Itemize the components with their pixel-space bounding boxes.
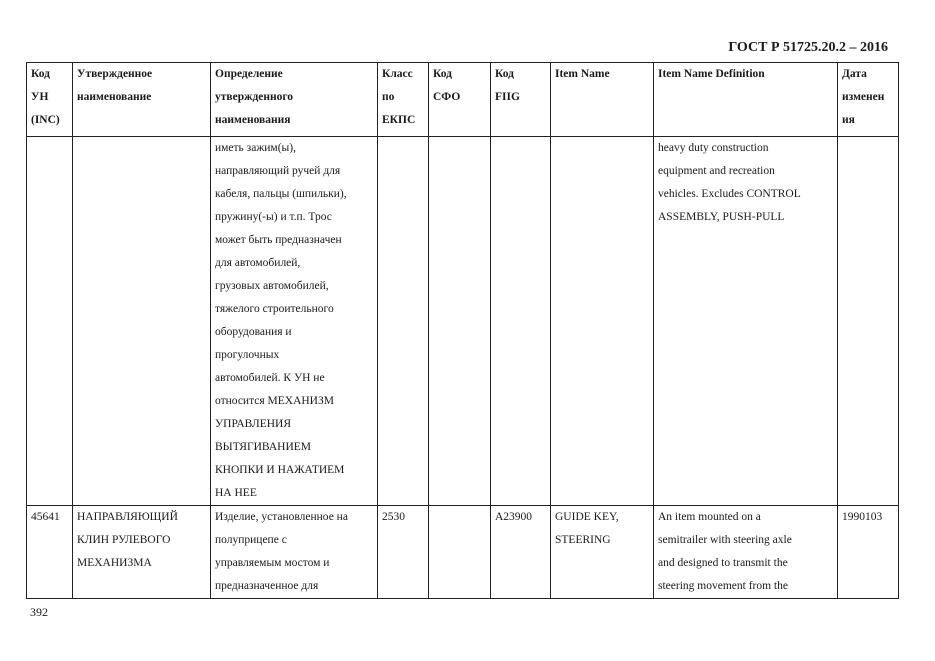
- cell-approved-name: НАПРАВЛЯЮЩИЙ КЛИН РУЛЕВОГО МЕХАНИЗМА: [73, 506, 211, 599]
- cell-approved-name: [73, 137, 211, 506]
- header-sfo: Код СФО: [429, 63, 491, 137]
- cell-item-definition: An item mounted on a semitrailer with steering axle and designed to transmit the steering movement from the: [654, 506, 838, 599]
- cell-class: 2530: [378, 506, 429, 599]
- cell-definition: иметь зажим(ы), направляющий ручей для кабеля, пальцы (шпильки), пружину(-ы) и т.п. Трос может быть предназначен для автомобилей, грузовых автомобилей, тяжелого строительного оборудования и прогулочных автомобилей. К УН не относится МЕХАНИЗМ УПРАВЛЕНИЯ ВЫТЯГИВАНИЕМ КНОПКИ И НАЖАТИЕМ НА НЕЕ: [211, 137, 378, 506]
- table-row: [27, 506, 899, 599]
- table-header-row: [27, 63, 899, 137]
- gost-table: [26, 62, 899, 599]
- header-fiig: Код FIIG: [491, 63, 551, 137]
- cell-fiig: A23900: [491, 506, 551, 599]
- cell-inc: 45641: [27, 506, 73, 599]
- cell-date: 1990103: [838, 506, 899, 599]
- header-inc: Код УН (INC): [27, 63, 73, 137]
- header-definition: Определение утвержденного наименования: [211, 63, 378, 137]
- cell-sfo: [429, 137, 491, 506]
- cell-class: [378, 137, 429, 506]
- cell-item-definition: heavy duty construction equipment and recreation vehicles. Excludes CONTROL ASSEMBLY, PUSH-PULL: [654, 137, 838, 506]
- header-date: Дата изменен ия: [838, 63, 899, 137]
- cell-definition: Изделие, установленное на полуприцепе с управляемым мостом и предназначенное для: [211, 506, 378, 599]
- cell-fiig: [491, 137, 551, 506]
- header-approved-name: Утвержденное наименование: [73, 63, 211, 137]
- header-item-name: Item Name: [551, 63, 654, 137]
- page-number: 392: [30, 605, 48, 619]
- cell-inc: [27, 137, 73, 506]
- cell-sfo: [429, 506, 491, 599]
- table-row: [27, 137, 899, 506]
- header-class: Класс по ЕКПС: [378, 63, 429, 137]
- cell-item-name: [551, 137, 654, 506]
- document-standard-number: ГОСТ Р 51725.20.2 – 2016: [728, 40, 888, 55]
- header-item-definition: Item Name Definition: [654, 63, 838, 137]
- cell-date: [838, 137, 899, 506]
- cell-item-name: GUIDE KEY, STEERING: [551, 506, 654, 599]
